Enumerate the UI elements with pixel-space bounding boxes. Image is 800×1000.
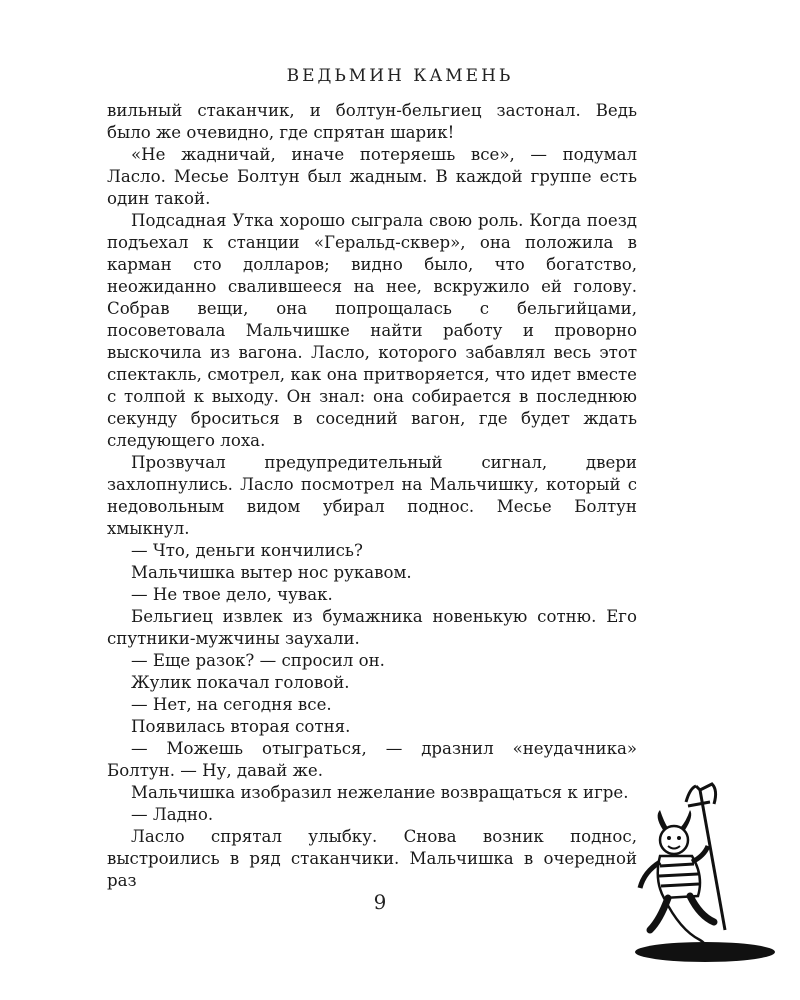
devil-with-pitchfork-icon (630, 780, 780, 970)
paragraph: «Не жадничай, иначе потеряешь все», — подумал Ласло. Месье Болтун был жадным. В каждой группе есть один такой. (107, 145, 637, 208)
running-title: ВЕДЬМИН КАМЕНЬ (286, 66, 514, 86)
paragraph: — Не твое дело, чувак. (131, 585, 333, 604)
paragraph: Ласло спрятал улыбку. Снова возник поднос, выстроились в ряд стаканчики. Мальчишка в очередной раз (107, 827, 637, 890)
paragraph: вильный стаканчик, и болтун-бельгиец застонал. Ведь было же очевидно, где спрятан шарик! (107, 101, 637, 142)
paragraph: Бельгиец извлек из бумажника новенькую сотню. Его спутники-мужчины заухали. (107, 607, 637, 648)
paragraph: Подсадная Утка хорошо сыграла свою роль. Когда поезд подъехал к станции «Геральд-сквер», она положила в карман сто долларов; видно было, что богатство, неожиданно свалившееся на нее, вскружило ей голову. Собрав вещи, она попрощалась с бельгийцами, посоветовала Мальчишке найти работу и проворно выскочила из вагона. Ласло, которого забавлял весь этот спектакль, смотрел, как она притворяется, что идет вместе с толпой к выходу. Он знал: она собирается в последнюю секунду броситься в соседний вагон, где будет ждать следующего лоха. (107, 211, 637, 450)
paragraph: — Что, деньги кончились? (131, 541, 363, 560)
paragraph: — Ладно. (131, 805, 214, 824)
page-number: 9 (373, 890, 387, 914)
paragraph: — Можешь отыграться, — дразнил «неудачника» Болтун. — Ну, давай же. (107, 739, 637, 780)
paragraph: — Нет, на сегодня все. (131, 695, 332, 714)
paragraph: — Еще разок? — спросил он. (131, 651, 385, 670)
paragraph: Прозвучал предупредительный сигнал, двери захлопнулись. Ласло посмотрел на Мальчишку, который с недовольным видом убирал поднос. Месье Болтун хмыкнул. (107, 453, 637, 538)
paragraph: Мальчишка изобразил нежелание возвращаться к игре. (131, 783, 629, 802)
paragraph: Появилась вторая сотня. (131, 717, 351, 736)
paragraph: Мальчишка вытер нос рукавом. (131, 563, 412, 582)
body-text (107, 100, 637, 892)
paragraph: Жулик покачал головой. (131, 673, 350, 692)
